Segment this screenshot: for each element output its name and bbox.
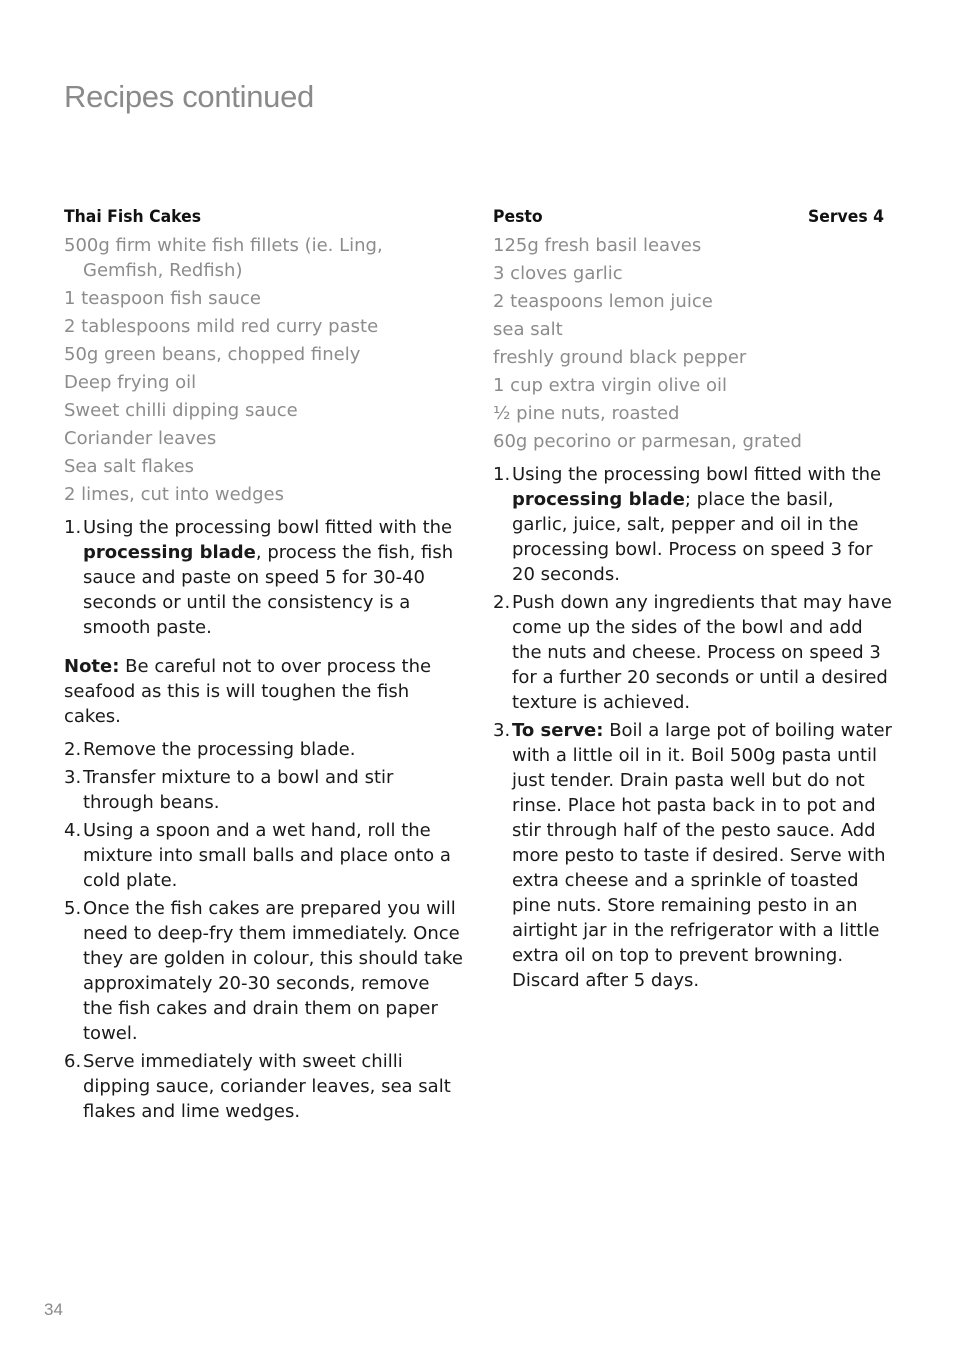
method-step	[64, 896, 464, 1046]
ingredient-item: 1 cup extra virgin olive oil	[493, 375, 728, 396]
ingredient-item: 2 limes, cut into wedges	[64, 484, 284, 505]
pesto-recipe	[493, 205, 893, 996]
step-text: Boil a large pot of boiling water with a little oil in it. Boil 500g pasta until just tender. Drain pasta well but do not rinse. Place hot pasta back in to pot and stir through half of the pesto sauce. Add more pesto to taste if desired. Serve with extra cheese and a sprinkle of toasted pine nuts. Store remaining pesto in an airtight jar in the refrigerator with a little extra oil on top to prevent browning. Discard after 5 days.	[512, 720, 892, 991]
page-number: 34	[44, 1300, 63, 1319]
ingredient-item: ½ pine nuts, roasted	[493, 403, 680, 424]
ingredient-item: Sea salt flakes	[64, 456, 195, 477]
ingredient-item: Coriander leaves	[64, 428, 217, 449]
step-number: 2.	[64, 739, 82, 760]
ingredient-item: 2 teaspoons lemon juice	[493, 291, 713, 312]
note-paragraph	[64, 654, 464, 729]
step-emphasis: processing blade	[83, 542, 256, 563]
method-step	[64, 818, 464, 893]
step-number: 4.	[64, 820, 82, 841]
recipe-title: Thai Fish Cakes	[64, 207, 202, 227]
method-step	[493, 718, 893, 993]
step-number: 6.	[64, 1051, 82, 1072]
step-number: 2.	[493, 592, 511, 613]
page-title: Recipes continued	[64, 78, 314, 114]
step-number: 5.	[64, 898, 82, 919]
step-text: Serve immediately with sweet chilli dipping sauce, coriander leaves, sea salt flakes and lime wedges.	[83, 1051, 451, 1122]
method-step	[493, 590, 893, 715]
step-number: 3.	[493, 720, 511, 741]
step-text: ; place the basil, garlic, juice, salt, pepper and oil in the processing bowl. Process on speed 3 for 20 seconds.	[512, 489, 873, 585]
method-step	[64, 737, 464, 762]
step-text: , process the fish, fish sauce and paste on speed 5 for 30-40 seconds or until the consistency is a smooth paste.	[83, 542, 454, 638]
thai-fish-cakes-recipe	[64, 205, 464, 1127]
ingredient-item: 125g fresh basil leaves	[493, 235, 702, 256]
ingredient-item: Deep frying oil	[64, 372, 197, 393]
step-text: Push down any ingredients that may have come up the sides of the bowl and add the nuts and cheese. Process on speed 3 for a further 20 seconds or until a desired texture is achieved.	[512, 592, 892, 713]
ingredient-list	[64, 233, 464, 507]
ingredient-item: 2 tablespoons mild red curry paste	[64, 316, 379, 337]
step-text: Once the fish cakes are prepared you will need to deep-fry them immediately. Once they are golden in colour, this should take approximately 20-30 seconds, remove the fish cakes and drain them on paper towel.	[83, 898, 463, 1044]
note-label: Note:	[64, 656, 120, 677]
ingredient-item: Sweet chilli dipping sauce	[64, 400, 298, 421]
step-number: 3.	[64, 767, 82, 788]
method-step	[493, 462, 893, 587]
method-steps	[493, 462, 893, 993]
method-steps	[64, 737, 464, 1124]
ingredient-item: 1 teaspoon fish sauce	[64, 288, 261, 309]
method-step	[64, 515, 464, 640]
ingredient-item: 50g green beans, chopped finely	[64, 344, 361, 365]
method-step	[64, 765, 464, 815]
step-emphasis: To serve:	[512, 720, 604, 741]
note-text: Be careful not to over process the seafood as this is will toughen the fish cakes.	[64, 656, 432, 727]
step-number: 1.	[493, 464, 511, 485]
recipe-heading	[493, 205, 884, 230]
ingredient-item: 3 cloves garlic	[493, 263, 623, 284]
step-text: Using the processing bowl fitted with the	[83, 517, 453, 538]
step-text: Using the processing bowl fitted with the	[512, 464, 882, 485]
step-text: Remove the processing blade.	[83, 739, 356, 760]
ingredient-item: 500g firm white fish fillets (ie. Ling, Gemfish, Redfish)	[64, 235, 383, 281]
recipe-heading	[64, 205, 455, 230]
step-number: 1.	[64, 517, 82, 538]
method-step	[64, 1049, 464, 1124]
step-emphasis: processing blade	[512, 489, 685, 510]
ingredient-item: freshly ground black pepper	[493, 347, 747, 368]
recipe-title: Pesto	[493, 207, 543, 227]
method-steps	[64, 515, 464, 640]
step-text: Using a spoon and a wet hand, roll the mixture into small balls and place onto a cold plate.	[83, 820, 451, 891]
ingredient-item: sea salt	[493, 319, 563, 340]
ingredient-list	[493, 233, 893, 454]
step-text: Transfer mixture to a bowl and stir through beans.	[83, 767, 394, 813]
ingredient-item: 60g pecorino or parmesan, grated	[493, 431, 802, 452]
serves-label: Serves 4	[807, 207, 884, 227]
